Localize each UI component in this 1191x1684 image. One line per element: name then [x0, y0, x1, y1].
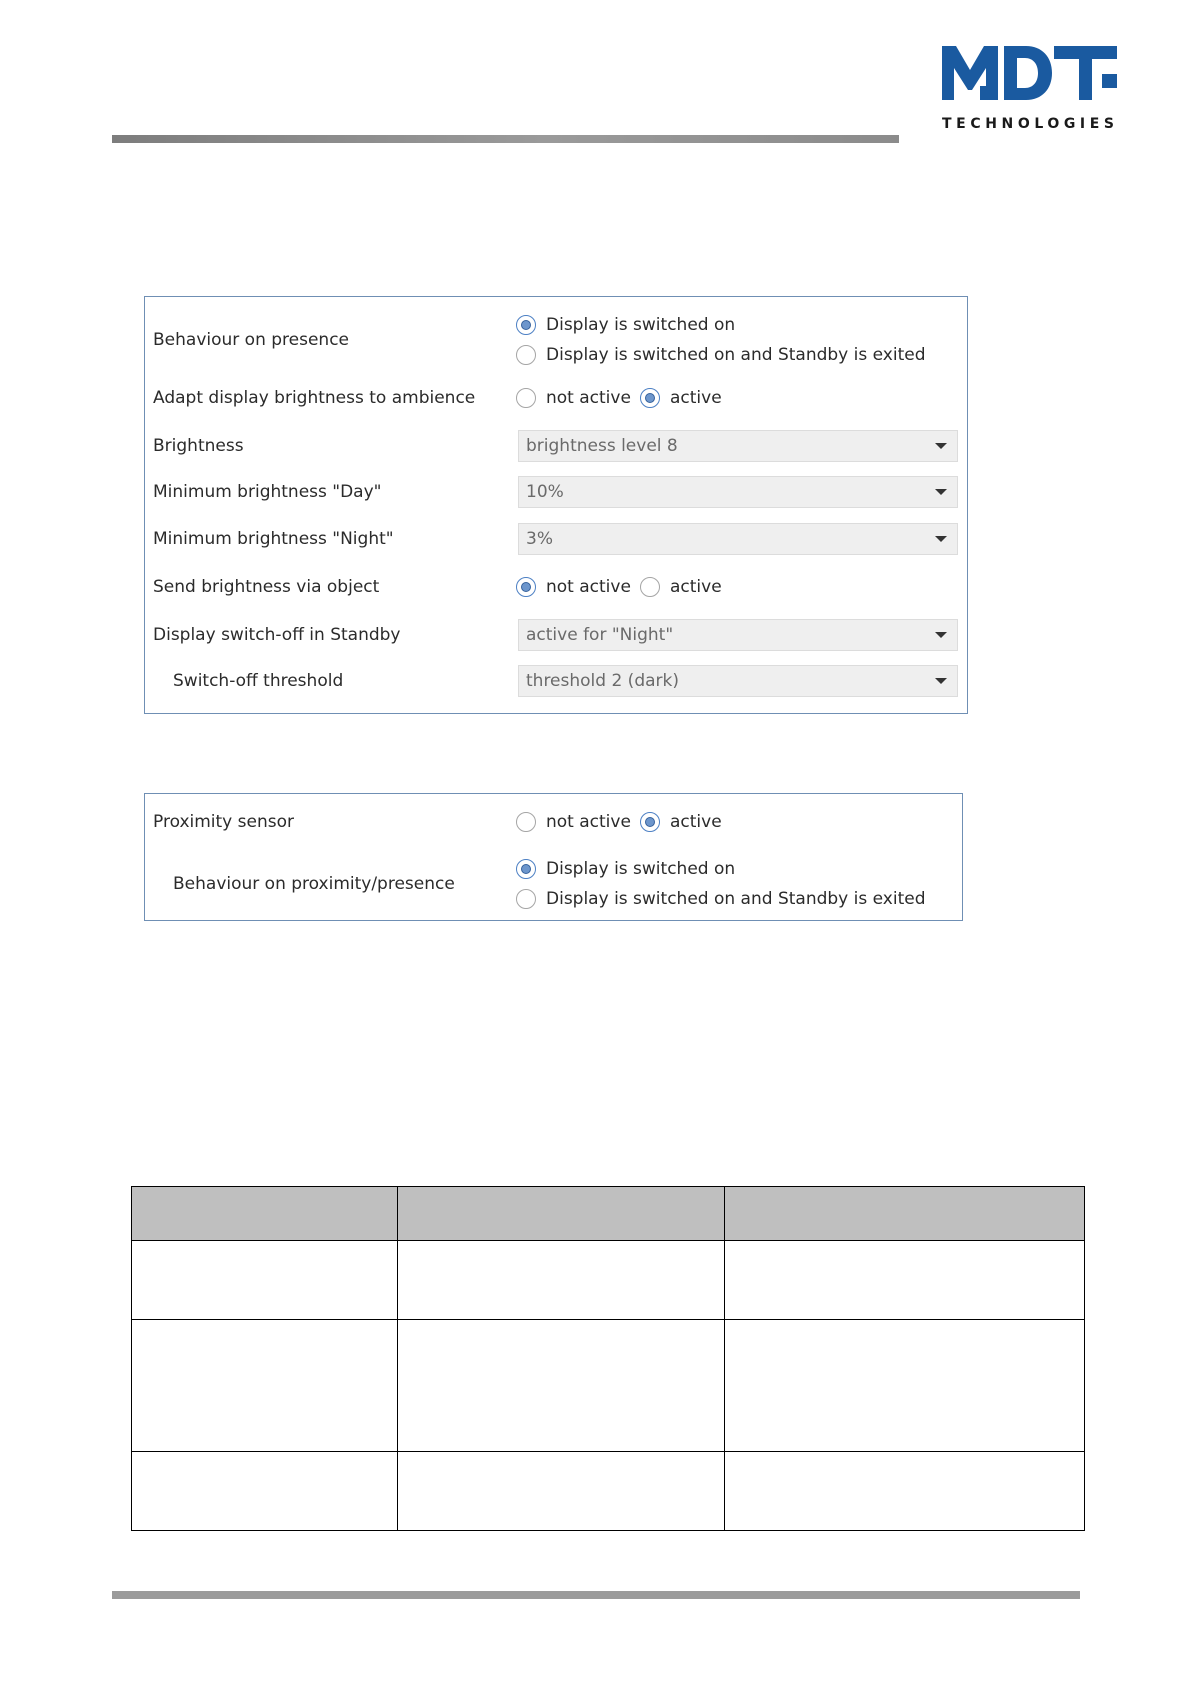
label-display-switch-off-in-standby: Display switch-off in Standby	[153, 625, 401, 645]
radio-option-label: Display is switched on and Standby is exited	[546, 345, 926, 365]
header-rule	[112, 135, 899, 143]
radio-option-send-brightness-via-object-not-active[interactable]	[516, 577, 631, 597]
radio-selected-icon[interactable]	[516, 315, 536, 335]
table-cell	[398, 1320, 725, 1452]
label-minimum-brightness-day: Minimum brightness "Day"	[153, 482, 382, 502]
radio-unselected-icon[interactable]	[516, 812, 536, 832]
radio-option-label: not active	[546, 388, 631, 408]
radio-selected-icon[interactable]	[640, 388, 660, 408]
table-cell	[132, 1320, 398, 1452]
chevron-down-icon[interactable]	[935, 678, 947, 684]
radio-option-behaviour-on-presence-display-is-switched-on-and-standby-is-exited[interactable]	[516, 345, 925, 365]
dropdown-value: active for "Night"	[526, 625, 674, 645]
label-proximity-sensor: Proximity sensor	[153, 812, 294, 832]
table-header-cell	[725, 1187, 1085, 1241]
radio-unselected-icon[interactable]	[516, 388, 536, 408]
radio-unselected-icon[interactable]	[516, 345, 536, 365]
label-switch-off-threshold: Switch-off threshold	[173, 671, 344, 691]
radio-selected-icon[interactable]	[516, 577, 536, 597]
dropdown-display-switch-off-in-standby[interactable]	[518, 619, 958, 651]
chevron-down-icon[interactable]	[935, 489, 947, 495]
label-adapt-display-brightness-to-ambience: Adapt display brightness to ambience	[153, 388, 476, 408]
table-cell	[725, 1241, 1085, 1320]
label-behaviour-on-presence: Behaviour on presence	[153, 330, 350, 350]
radio-option-proximity-sensor-not-active[interactable]	[516, 812, 631, 832]
table-header-row	[132, 1187, 1085, 1241]
dropdown-minimum-brightness-night[interactable]	[518, 523, 958, 555]
dropdown-switch-off-threshold[interactable]	[518, 665, 958, 697]
radio-option-label: active	[670, 388, 722, 408]
radio-selected-icon[interactable]	[640, 812, 660, 832]
table-header-cell	[132, 1187, 398, 1241]
dropdown-value: 3%	[526, 529, 553, 549]
radio-option-adapt-display-brightness-to-ambience-not-active[interactable]	[516, 388, 631, 408]
radio-option-behaviour-on-proximity-presence-display-is-switched-on[interactable]	[516, 859, 735, 879]
radio-option-label: Display is switched on	[546, 315, 736, 335]
footer-rule	[112, 1591, 1080, 1599]
dropdown-minimum-brightness-day[interactable]	[518, 476, 958, 508]
table-cell	[132, 1452, 398, 1531]
dropdown-brightness[interactable]	[518, 430, 958, 462]
radio-option-label: active	[670, 812, 722, 832]
radio-option-label: active	[670, 577, 722, 597]
table-cell	[398, 1452, 725, 1531]
radio-option-adapt-display-brightness-to-ambience-active[interactable]	[640, 388, 722, 408]
radio-option-behaviour-on-presence-display-is-switched-on[interactable]	[516, 315, 735, 335]
radio-unselected-icon[interactable]	[640, 577, 660, 597]
radio-option-behaviour-on-proximity-presence-display-is-switched-on-and-standby-is-exited[interactable]	[516, 889, 925, 909]
logo-subtitle: TECHNOLOGIES	[942, 116, 1119, 132]
chevron-down-icon[interactable]	[935, 536, 947, 542]
radio-option-label: Display is switched on and Standby is exited	[546, 889, 926, 909]
label-send-brightness-via-object: Send brightness via object	[153, 577, 380, 597]
table-cell	[725, 1320, 1085, 1452]
radio-option-label: Display is switched on	[546, 859, 736, 879]
proximity-settings-panel	[144, 793, 963, 921]
parameter-table	[131, 1186, 1085, 1531]
table-row	[132, 1320, 1085, 1452]
dropdown-value: threshold 2 (dark)	[526, 671, 679, 691]
label-brightness: Brightness	[153, 436, 244, 456]
radio-option-send-brightness-via-object-active[interactable]	[640, 577, 722, 597]
table-header-cell	[398, 1187, 725, 1241]
radio-option-proximity-sensor-active[interactable]	[640, 812, 722, 832]
dropdown-value: brightness level 8	[526, 436, 678, 456]
table-cell	[398, 1241, 725, 1320]
radio-selected-icon[interactable]	[516, 859, 536, 879]
mdt-wordmark-icon	[942, 44, 1117, 100]
table-row	[132, 1241, 1085, 1320]
table-cell	[132, 1241, 398, 1320]
chevron-down-icon[interactable]	[935, 632, 947, 638]
dropdown-value: 10%	[526, 482, 564, 502]
label-behaviour-on-proximity-presence: Behaviour on proximity/presence	[173, 874, 455, 894]
table-cell	[725, 1452, 1085, 1531]
mdt-logo	[942, 44, 1119, 132]
radio-option-label: not active	[546, 812, 631, 832]
chevron-down-icon[interactable]	[935, 443, 947, 449]
radio-option-label: not active	[546, 577, 631, 597]
display-settings-panel	[144, 296, 968, 714]
label-minimum-brightness-night: Minimum brightness "Night"	[153, 529, 394, 549]
radio-unselected-icon[interactable]	[516, 889, 536, 909]
table-row	[132, 1452, 1085, 1531]
